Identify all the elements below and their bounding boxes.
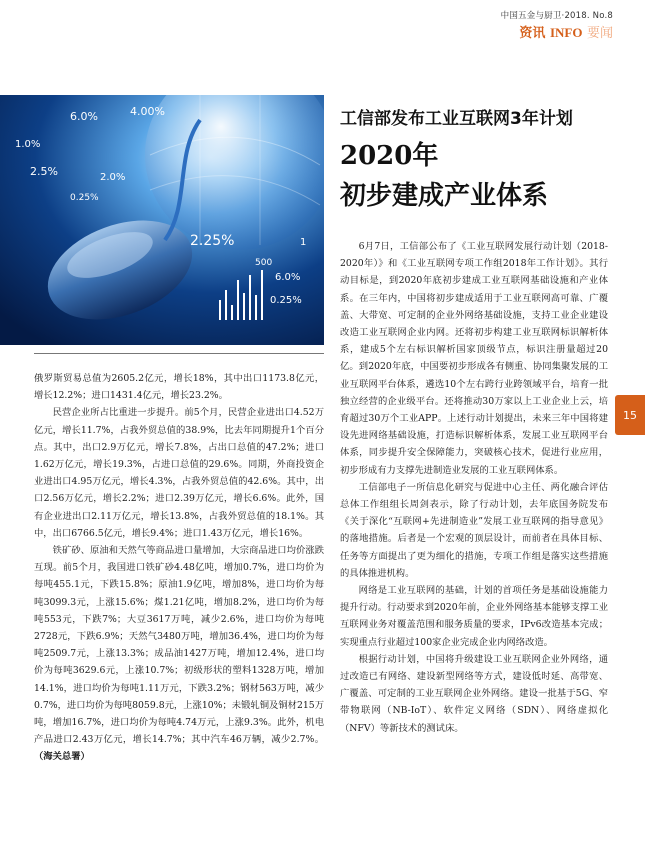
section-header <box>519 22 613 41</box>
title-line-1: 工信部发布工业互联网3年计划 <box>340 109 573 129</box>
paragraph: 工信部电子一所信息化研究与促进中心主任、两化融合评估总体工作组组长周剑表示，除了行动计划，去年底国务院发布《关于深化“互联网+先进制造业”发展工业互联网的指导意见》的落地措施。后者是一个宏观的顶层设计，而前者在具体目标、任务等方面提出了更为细化的措施，专项工作组是落实这些措施的具体推进机构。 <box>340 481 608 579</box>
chart-label: 6.0% <box>70 110 98 123</box>
source-credit: （海关总署） <box>34 751 90 763</box>
title-line-2: 2020年 <box>340 141 439 171</box>
page-number: 15 <box>615 395 645 435</box>
chart-label: 6.0% <box>275 272 301 283</box>
chart-label: 1 <box>300 237 307 248</box>
paragraph-text: 铁矿砂、原油和天然气等商品进口量增加，大宗商品进口均价涨跌互现。前5个月，我国进口铁矿砂4.48亿吨，增加0.7%，进口均价为每吨455.1元，下跌15.8%；原油1.9亿吨，增加8%，进口均价为每吨3099.3元，上涨15.6%；煤1.21亿吨，增加8.2%，进口均价为每吨553元，下跌7%；大豆3617万吨，减少2.6%，进口均价为每吨2728元，下跌6.9%；天然气3480万吨，增加36.4%，进口均价为每吨2509.7元，上涨13.3%；成品油1427万吨，增加12.4%，进口均价为每吨3629.6元，上涨10.7%；初级形状的塑料1328万吨，增加14.1%，进口均价为每吨1.11万元，下跌3.2%；钢材563万吨，减少0.7%，进口均价为每吨8059.8元，上涨10%；未锻轧铜及铜材215万吨，增加16.7%，进口均价为每吨4.74万元，上涨9.3%。此外，机电产品进口2.43万亿元，增长14.7%；其中汽车46万辆，减少2.7%。 <box>34 545 324 746</box>
chart-label: 2.25% <box>190 233 235 249</box>
chart-label: 4.00% <box>130 105 165 118</box>
hero-image <box>0 95 324 345</box>
publication-header: 中国五金与厨卫·2018. No.8 <box>500 11 613 21</box>
hero-illustration <box>0 95 324 345</box>
chart-label: 0.25% <box>270 295 302 306</box>
section-sub: 要闻 <box>586 26 613 41</box>
paragraph: 6月7日，工信部公布了《工业互联网发展行动计划（2018-2020年）》和《工业互联网专项工作组2018年工作计划》。其行动目标是，到2020年底初步建成工业互联网基础设施和产业体系。在三年内，中国将初步建成适用于工业互联网高可靠、广覆盖、大带宽、可定制的企业外网络基础设施，支持工业企业建设改造工业互联网企业内网。还将初步构建工业互联网标识解析体系，建成5个左右标识解析国家顶级节点，标识注册量超过20亿。到2020年底，中国要初步形成各有侧重、协同集聚发展的工业互联网平台体系，遴选10个左右跨行业跨领域平台，培育一批独立经营的企业级平台。还将推动30万家以上工业企业上云，培育超过30万个工业APP。上述行动计划提出，未来三年中国将建设先进网络基础设施，打造标识解析体系，发展工业互联网平台体系，同步提升安全保障能力，突破核心技术，促进行业应用，初步形成有力支撑先进制造业发展的工业互联网体系。 <box>340 241 608 476</box>
chart-label: 2.0% <box>100 172 126 183</box>
paragraph: 网络是工业互联网的基础，计划的首项任务是基础设施能力提升行动。行动要求到2020年前，企业外网络基本能够支撑工业互联网业务对覆盖范围和服务质量的要求，IPv6改造基本完成；实现重点行业超过100家企业完成企业内网络改造。 <box>340 585 608 648</box>
paragraph: 根据行动计划，中国将升级建设工业互联网企业外网络，通过改造已有网络、建设新型网络等方式，建设低时延、高带宽、广覆盖、可定制的工业互联网企业外网络。建设一批基于5G、窄带物联网（NB-IoT）、软件定义网络（SDN）、网络虚拟化（NFV）等新技术的测试床。 <box>340 653 608 734</box>
section-en: INFO <box>549 25 583 40</box>
divider <box>34 353 324 354</box>
article-title <box>340 104 620 213</box>
chart-label: 2.5% <box>30 165 58 178</box>
section-cn: 资讯 <box>519 26 546 41</box>
chart-label: 1.0% <box>15 139 41 150</box>
paragraph: 民营企业所占比重进一步提升。前5个月，民营企业进出口4.52万亿元，增长11.7%，占我外贸总值的38.9%，比去年同期提升1个百分点。其中，出口2.9万亿元，增长7.8%，占出口总值的47.2%；进口1.62万亿元，增长19.3%，占进口总值的29.6%。同期，外商投资企业进出口4.95万亿元，增长4.3%，占我外贸总值的42.6%。其中，出口2.56万亿元，增长2.2%；进口2.39万亿元，增长6.6%。此外，国有企业进出口2.11万亿元，增长13.8%，占我外贸总值的18.1%。其中，出口6766.5亿元，增长9.4%；进口1.43万亿元，增长16%。 <box>34 407 324 539</box>
right-column <box>340 238 608 737</box>
left-column <box>34 370 324 766</box>
paragraph: 俄罗斯贸易总值为2605.2亿元，增长18%，其中出口1173.8亿元，增长12.2%；进口1431.4亿元，增长23.2%。 <box>34 373 324 402</box>
chart-label: 500 <box>255 258 273 268</box>
chart-label: 0.25% <box>70 193 99 203</box>
paragraph <box>34 542 324 766</box>
title-line-3: 初步建成产业体系 <box>340 181 549 211</box>
